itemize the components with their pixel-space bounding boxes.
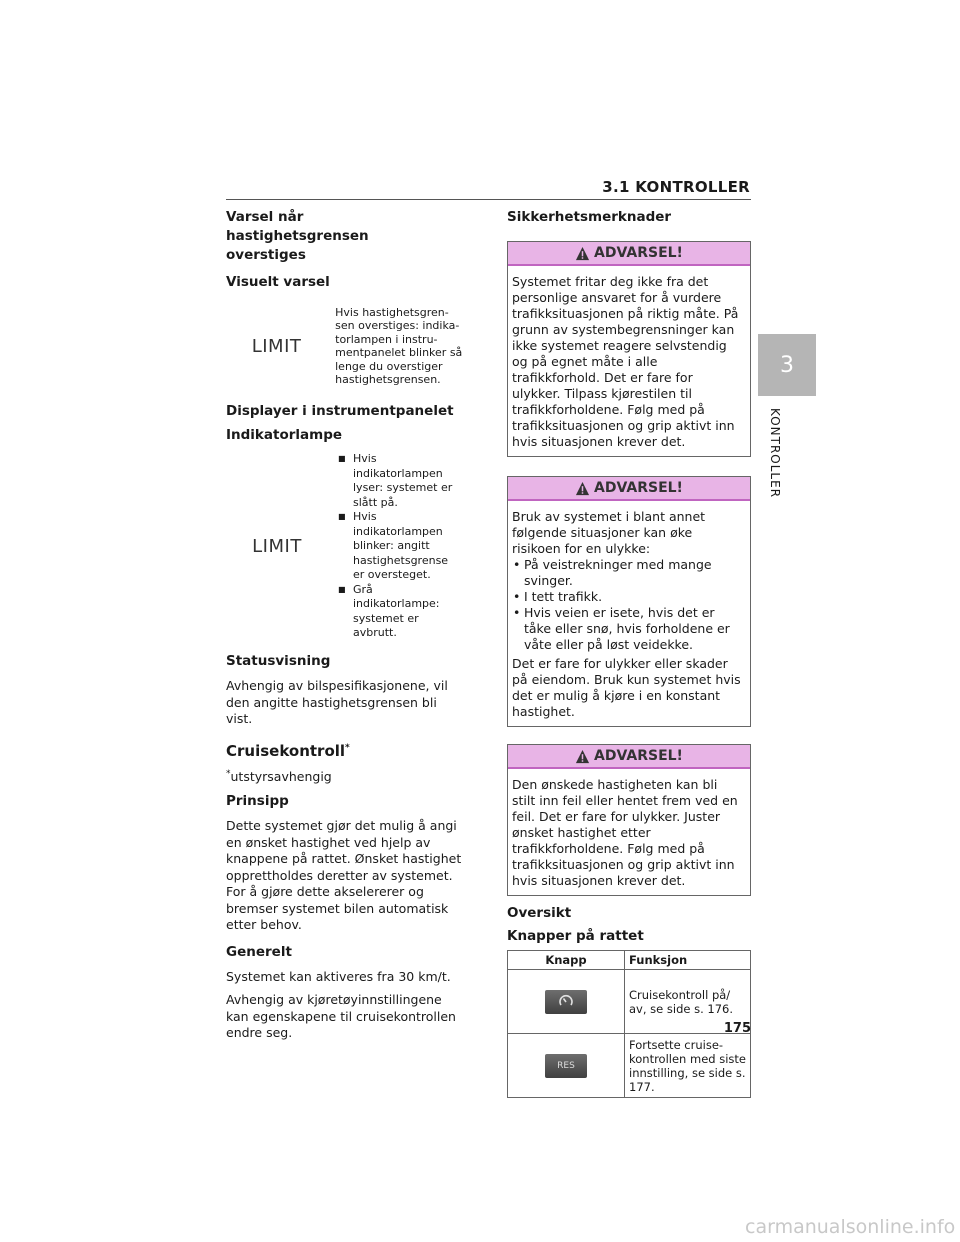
indicator-list bbox=[328, 452, 456, 641]
cruise-title: Cruisekontroll bbox=[226, 741, 346, 760]
list-item: • På veistrekninger med mange svinger. bbox=[512, 557, 744, 589]
res-button-icon: RES bbox=[545, 1054, 587, 1078]
footnote-marker: * bbox=[345, 742, 350, 753]
paragraph-principle: Dette systemet gjør det mulig å angi en ønsket hastighet ved hjelp av knappene på rattet. Ønsket hastighet opprettholdes deretter av systemet. bbox=[226, 818, 462, 883]
paragraph-principle-2: For å gjøre dette akselererer og bremser systemet bilen automatisk etter behov. bbox=[226, 884, 449, 932]
right-column bbox=[507, 208, 751, 1098]
paragraph-general-2: Avhengig av kjøretøyinnstillingene kan egenskapene til cruisekontrollen endre seg. bbox=[226, 992, 456, 1040]
heading-buttons: Knapper på rattet bbox=[507, 928, 644, 944]
footnote-text: utstyrsavhengig bbox=[230, 768, 332, 784]
section-title: 3.1 KONTROLLER bbox=[602, 178, 750, 196]
list-item: ■ Hvis indikatorlampen lyser: systemet er slått på. bbox=[328, 452, 456, 510]
chapter-label-text: KONTROLLER bbox=[768, 408, 782, 499]
warning-label: ADVARSEL! bbox=[594, 245, 683, 261]
footnote-marker: * bbox=[226, 768, 231, 779]
warning-triangle-icon bbox=[575, 749, 590, 764]
heading-general: Generelt bbox=[226, 943, 292, 960]
column-header-button: Knapp bbox=[508, 951, 625, 970]
warning-header bbox=[508, 242, 750, 266]
warning-header bbox=[508, 477, 750, 501]
header-rule bbox=[226, 199, 751, 200]
warning-intro: Bruk av systemet i blant annet følgende situasjoner kan øke risikoen for en ulykke: bbox=[512, 509, 706, 556]
warning-box bbox=[507, 744, 751, 896]
heading-status: Statusvisning bbox=[226, 653, 331, 669]
warning-box bbox=[507, 476, 751, 727]
table-row bbox=[508, 1034, 751, 1098]
chapter-label bbox=[760, 408, 790, 518]
warning-triangle-icon bbox=[575, 481, 590, 496]
button-cell bbox=[508, 1034, 625, 1098]
heading-principle: Prinsipp bbox=[226, 793, 289, 809]
list-item: ■ Hvis indikatorlampen blinker: angitt hastighetsgrense er oversteget. bbox=[328, 510, 456, 583]
list-item: • Hvis veien er isete, hvis det er tåke eller snø, hvis forholdene er våte eller på løst veidekke. bbox=[512, 605, 744, 653]
paragraph-general: Systemet kan aktiveres fra 30 km/t. bbox=[226, 968, 451, 984]
figure-limit-indicator bbox=[226, 450, 464, 643]
left-column bbox=[226, 208, 464, 1042]
page-number: 175 bbox=[723, 1021, 751, 1036]
figure-limit-visual bbox=[226, 299, 464, 393]
heading-cruise-control bbox=[226, 741, 464, 761]
speedometer-icon bbox=[558, 993, 574, 1009]
list-item: • I tett trafikk. bbox=[512, 589, 744, 605]
heading-safety: Sikkerhetsmerknader bbox=[507, 209, 672, 225]
chapter-tab: 3 bbox=[758, 334, 816, 396]
watermark: carmanualsonline.info bbox=[745, 1216, 956, 1238]
warning-text: Systemet fritar deg ikke fra det personlige ansvaret for å vurdere trafikksituasjonen på riktig måte. På grunn av systembegrensninger kan ikke systemet reagere selvstendig og på egnet måte i alle trafikkforhold. Det er fare for ulykker. Tilpass kjørestilen til trafikkforholdene. Følg med på trafikksituasjonen og grip aktivt inn hvis situasjonen krever det. bbox=[512, 274, 739, 449]
footnote bbox=[226, 769, 464, 786]
limit-indicator-icon: LIMIT bbox=[252, 536, 302, 557]
heading-visual-warning: Visuelt varsel bbox=[226, 274, 330, 290]
heading-indicator: Indikatorlampe bbox=[226, 427, 343, 443]
table-header-row bbox=[508, 951, 751, 970]
function-cell: Fortsette cruise-kontrollen med siste innstilling, se side s. 177. bbox=[625, 1034, 751, 1098]
function-cell: Cruisekontroll på/ av, se side s. 176. bbox=[625, 970, 751, 1034]
warning-label: ADVARSEL! bbox=[594, 748, 683, 764]
warning-box bbox=[507, 241, 751, 457]
heading-speed-warning: Varsel når hastighetsgrensen overstiges bbox=[226, 209, 369, 263]
heading-displays: Displayer i instrumentpanelet bbox=[226, 403, 454, 419]
heading-overview: Oversikt bbox=[507, 905, 572, 921]
warning-text: Den ønskede hastigheten kan bli stilt inn feil eller hentet frem ved en feil. Det er fare for ulykker. Juster ønsket hastighet etter trafikkforholdene. Følg med på trafikksituasjonen og grip aktivt inn hvis situasjonen krever det. bbox=[512, 777, 738, 888]
cruise-control-icon bbox=[545, 990, 587, 1014]
warning-list bbox=[512, 557, 744, 653]
warning-header bbox=[508, 745, 750, 769]
warning-triangle-icon bbox=[575, 246, 590, 261]
limit-indicator-icon: LIMIT bbox=[251, 335, 302, 357]
column-header-function: Funksjon bbox=[625, 951, 751, 970]
paragraph-status: Avhengig av bilspesifikasjonene, vil den angitte hastighetsgrensen bli vist. bbox=[226, 678, 448, 726]
list-item: ■ Grå indikatorlampe: systemet er avbrutt. bbox=[328, 583, 456, 641]
warning-content bbox=[508, 501, 750, 726]
warning-label: ADVARSEL! bbox=[594, 480, 683, 496]
warning-outro: Det er fare for ulykker eller skader på eiendom. Bruk kun systemet hvis det er mulig å kjøre i en konstant hastighet. bbox=[512, 656, 741, 719]
button-cell bbox=[508, 970, 625, 1034]
figure-caption: Hvis hastighetsgren-sen overstiges: indika-torlampen i instru-mentpanelet blinker så lenge du overstiger hastighetsgrensen. bbox=[335, 305, 463, 386]
